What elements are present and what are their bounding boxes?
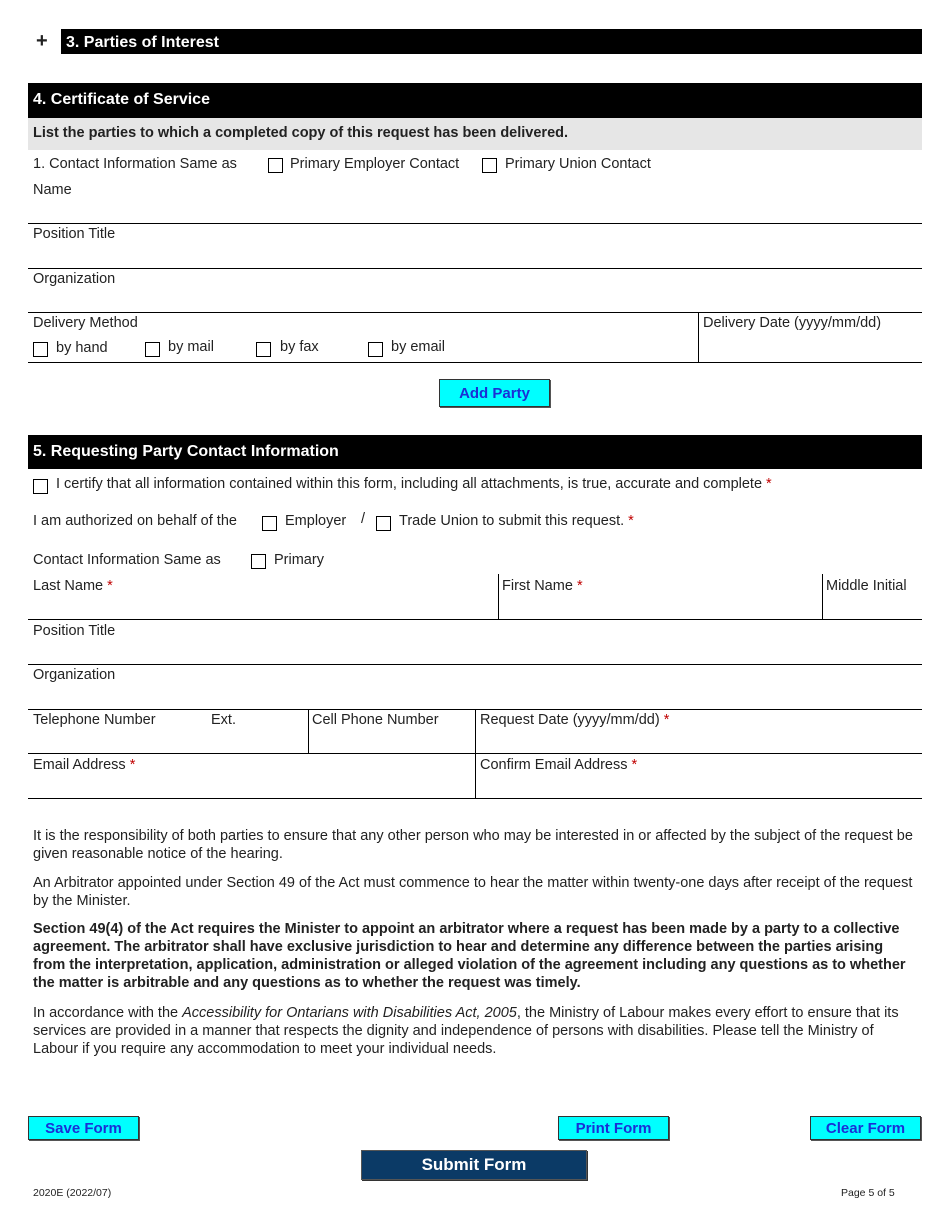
trade-union-text xyxy=(399,513,634,529)
notice-p4-before: In accordance with the xyxy=(33,1005,183,1021)
notice-p4-after: , the Ministry of Labour makes every effort to ensure that its services are provided in a manner that respects the dignity and independence of persons with disabilities. Please tell the Ministry of Labour if you require any accommodation to meet your individual needs. xyxy=(33,1005,899,1057)
notice-paragraph-3: Section 49(4) of the Act requires the Minister to appoint an arbitrator where a request has been made by a party to a collective agreement. The arbitrator shall have exclusive jurisdiction to hear and determine any difference between the parties arising from the interpretation, application, administration or alleged violation of the agreement including any questions as to whether the matter is arbitrable and any questions as to whether the request was timely. xyxy=(33,921,906,991)
primary-union-contact-checkbox[interactable] xyxy=(482,158,497,173)
first-name-field[interactable] xyxy=(500,596,820,618)
divider xyxy=(28,312,922,313)
certify-label: I certify that all information contained within this form, including all attachments, is true, accurate and complete xyxy=(56,476,763,492)
clear-form-button[interactable]: Clear Form xyxy=(810,1116,921,1140)
by-hand-label: by hand xyxy=(56,340,108,356)
form-number: 2020E (2022/07) xyxy=(33,1187,112,1199)
confirm-email-field[interactable] xyxy=(477,775,920,797)
save-form-button[interactable]: Save Form xyxy=(28,1116,139,1140)
primary-employer-contact-label: Primary Employer Contact xyxy=(290,156,460,172)
trade-union-label: Trade Union to submit this request. xyxy=(399,513,625,529)
divider xyxy=(308,709,309,753)
cell-phone-field[interactable] xyxy=(310,730,473,752)
delivery-method-label: Delivery Method xyxy=(33,315,138,331)
ext-label: Ext. xyxy=(211,712,236,728)
submit-form-button[interactable]: Submit Form xyxy=(361,1150,587,1180)
required-marker: * xyxy=(631,757,638,773)
middle-initial-field[interactable] xyxy=(824,596,920,618)
email-label xyxy=(33,757,135,773)
primary-employer-contact-checkbox[interactable] xyxy=(268,158,283,173)
name-label: Name xyxy=(33,182,72,198)
by-hand-checkbox[interactable] xyxy=(33,342,48,357)
telephone-label: Telephone Number xyxy=(33,712,156,728)
last-name-field[interactable] xyxy=(28,596,496,618)
divider xyxy=(475,709,476,799)
middle-initial-label: Middle Initial xyxy=(826,578,907,594)
employer-checkbox[interactable] xyxy=(262,516,277,531)
email-text: Email Address xyxy=(33,757,126,773)
contact-same-as-label: Contact Information Same as xyxy=(33,552,221,568)
cell-phone-label: Cell Phone Number xyxy=(312,712,439,728)
divider xyxy=(698,312,699,362)
organization-field[interactable] xyxy=(28,685,922,707)
last-name-text: Last Name xyxy=(33,578,104,594)
section-4-instruction: List the parties to which a completed copy of this request has been delivered. xyxy=(33,125,569,141)
telephone-field[interactable] xyxy=(28,730,306,752)
section-4-instruction-bar xyxy=(28,118,922,150)
by-email-label: by email xyxy=(391,339,445,355)
required-marker: * xyxy=(576,578,583,594)
by-fax-label: by fax xyxy=(280,339,319,355)
print-form-button[interactable]: Print Form xyxy=(558,1116,669,1140)
delivery-date-label: Delivery Date (yyyy/mm/dd) xyxy=(703,315,882,331)
divider xyxy=(28,362,922,363)
divider xyxy=(28,268,922,269)
notice-paragraph-1: It is the responsibility of both parties to ensure that any other person who may be interested in or affected by the subject of the request be given reasonable notice of the hearing. xyxy=(33,828,913,862)
divider xyxy=(28,753,922,754)
divider xyxy=(28,619,922,620)
name-field[interactable] xyxy=(28,200,922,222)
position-title-field[interactable] xyxy=(28,244,922,266)
confirm-email-text: Confirm Email Address xyxy=(480,757,628,773)
slash-separator: / xyxy=(361,511,366,527)
divider xyxy=(498,574,499,619)
trade-union-checkbox[interactable] xyxy=(376,516,391,531)
by-email-checkbox[interactable] xyxy=(368,342,383,357)
required-marker: * xyxy=(107,578,113,594)
last-name-label xyxy=(33,578,113,594)
section-5-header xyxy=(28,435,922,469)
confirm-email-label xyxy=(480,757,637,773)
by-mail-checkbox[interactable] xyxy=(145,342,160,357)
request-date-field[interactable] xyxy=(477,730,920,752)
request-date-text: Request Date (yyyy/mm/dd) xyxy=(480,712,660,728)
section-5-title: 5. Requesting Party Contact Information xyxy=(33,443,339,460)
divider xyxy=(28,798,922,799)
first-name-text: First Name xyxy=(502,578,573,594)
required-marker: * xyxy=(129,757,136,773)
certify-checkbox[interactable] xyxy=(33,479,48,494)
authorized-prefix-label: I am authorized on behalf of the xyxy=(33,513,237,529)
notice-paragraph-2: An Arbitrator appointed under Section 49 of the Act must commence to hear the matter within twenty-one days after receipt of the request by the Minister. xyxy=(33,875,913,909)
organization-label: Organization xyxy=(33,667,116,683)
delivery-date-field[interactable] xyxy=(700,334,920,360)
by-mail-label: by mail xyxy=(168,339,214,355)
contact-same-as-label: 1. Contact Information Same as xyxy=(33,156,237,172)
position-title-field[interactable] xyxy=(28,641,922,663)
by-fax-checkbox[interactable] xyxy=(256,342,271,357)
required-marker: * xyxy=(628,513,634,529)
primary-label: Primary xyxy=(274,552,324,568)
aoda-act-title: Accessibility for Ontarians with Disabilities Act, 2005 xyxy=(182,1005,517,1021)
divider xyxy=(822,574,823,619)
divider xyxy=(28,223,922,224)
expand-icon[interactable]: + xyxy=(36,30,48,52)
required-marker: * xyxy=(663,712,670,728)
divider xyxy=(28,664,922,665)
section-4-title: 4. Certificate of Service xyxy=(33,91,210,108)
email-field[interactable] xyxy=(28,775,473,797)
primary-checkbox[interactable] xyxy=(251,554,266,569)
certify-text xyxy=(56,476,772,492)
organization-label: Organization xyxy=(33,271,116,287)
required-marker: * xyxy=(766,476,772,492)
page-number: Page 5 of 5 xyxy=(841,1187,895,1199)
section-4-header xyxy=(28,83,922,118)
position-title-label: Position Title xyxy=(33,623,116,639)
section-3-header xyxy=(61,29,922,54)
position-title-label: Position Title xyxy=(33,226,116,242)
first-name-label xyxy=(502,578,583,594)
section-3-title: 3. Parties of Interest xyxy=(66,34,219,51)
request-date-label xyxy=(480,712,669,728)
employer-label: Employer xyxy=(285,513,347,529)
primary-union-contact-label: Primary Union Contact xyxy=(505,156,651,172)
organization-field[interactable] xyxy=(28,289,922,311)
add-party-button[interactable]: Add Party xyxy=(439,379,550,407)
notice-paragraph-4 xyxy=(33,1004,913,1058)
